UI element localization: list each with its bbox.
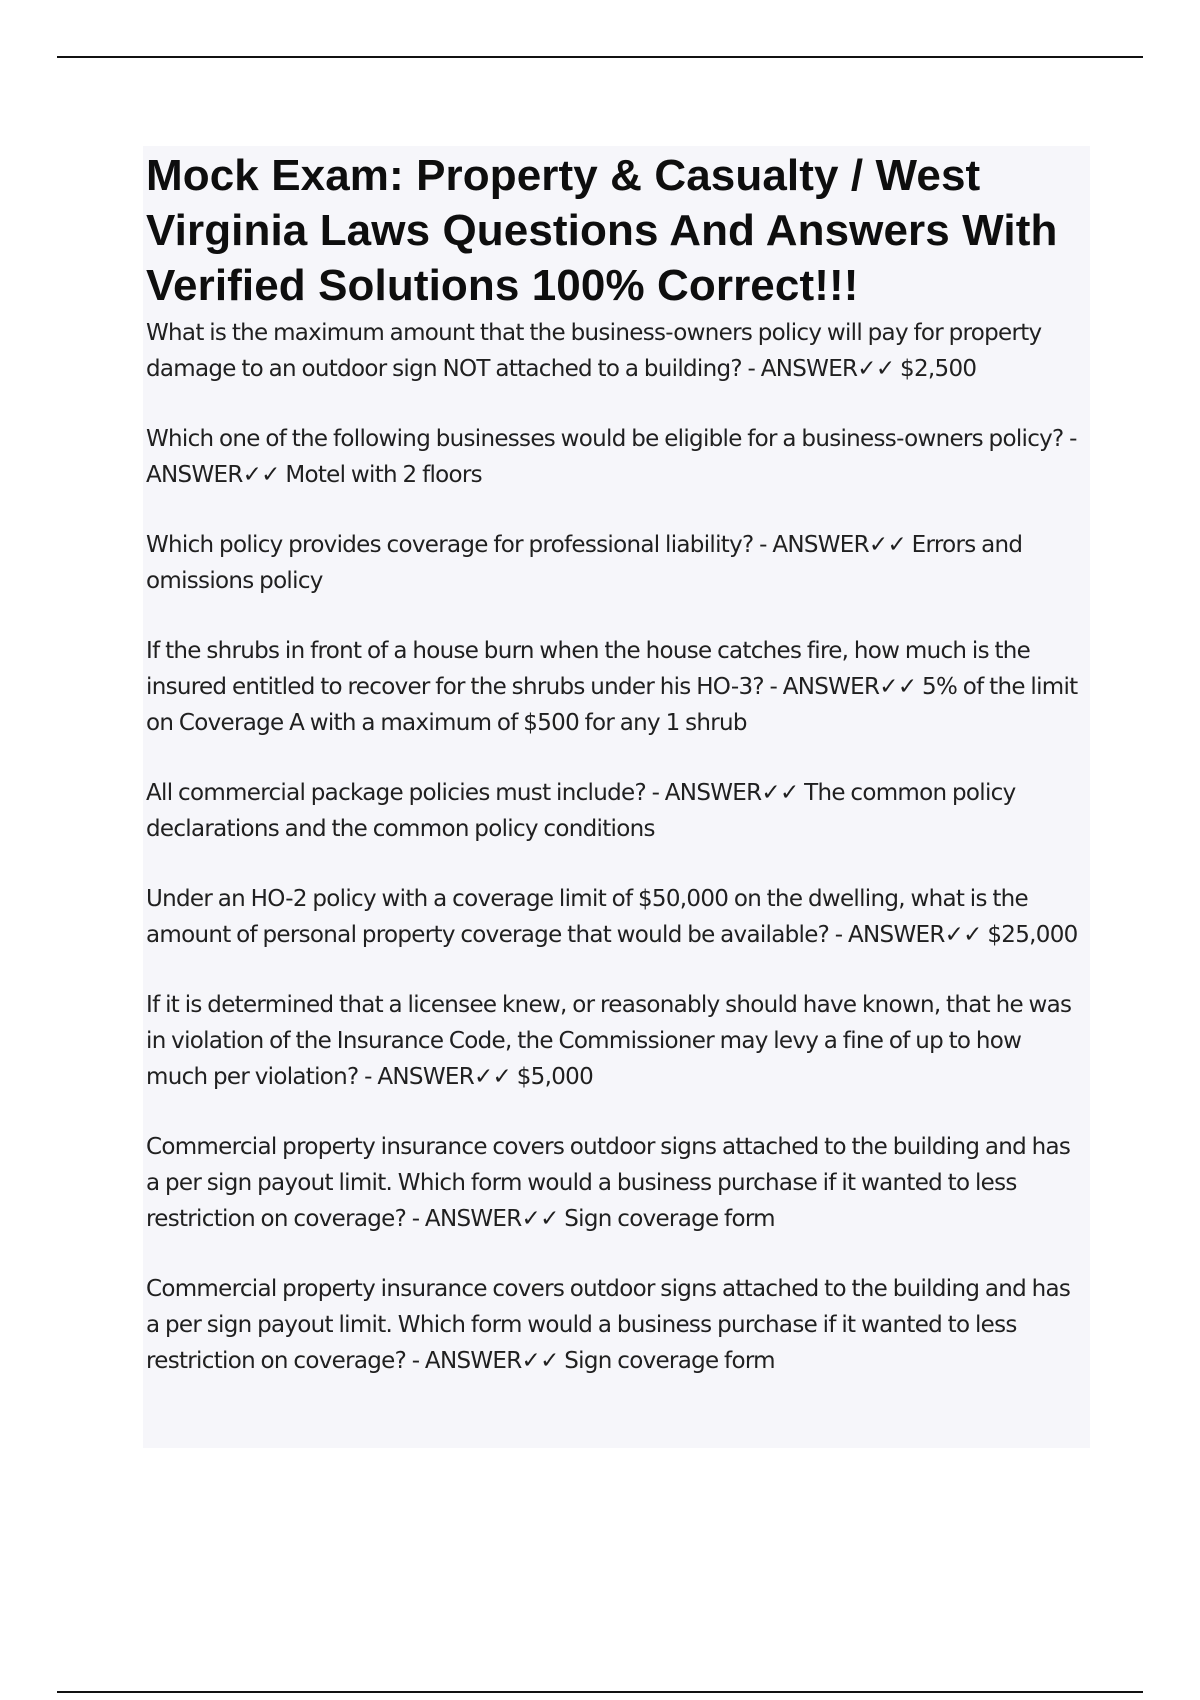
document-body xyxy=(143,146,1090,1448)
qa-item-8: Commercial property insurance covers outdoor signs attached to the building and has a per sign payout limit. Which form would a business purchase if it wanted to less restriction on coverage? - ANSWER✓✓ Sign coverage form xyxy=(146,1134,1071,1232)
qa-item-5: All commercial package policies must include? - ANSWER✓✓ The common policy declarations and the common policy conditions xyxy=(146,780,1016,842)
bottom-divider xyxy=(57,1691,1143,1693)
top-divider xyxy=(57,56,1143,58)
document-title: Mock Exam: Property & Casualty / West Virginia Laws Questions And Answers With Verified Solutions 100% Correct!!! xyxy=(146,151,1058,310)
qa-item-4: If the shrubs in front of a house burn when the house catches fire, how much is the insured entitled to recover for the shrubs under his HO-3? - ANSWER✓✓ 5% of the limit on Coverage A with a maximum of $500 for any 1 shrub xyxy=(146,638,1078,736)
qa-item-7: If it is determined that a licensee knew, or reasonably should have known, that he was in violation of the Insurance Code, the Commissioner may levy a fine of up to how much per violation? - ANSWER✓✓ $5,000 xyxy=(146,992,1072,1090)
qa-item-9: Commercial property insurance covers outdoor signs attached to the building and has a per sign payout limit. Which form would a business purchase if it wanted to less restriction on coverage? - ANSWER✓✓ Sign coverage form xyxy=(146,1276,1071,1374)
qa-item-1: What is the maximum amount that the business-owners policy will pay for property damage to an outdoor sign NOT attached to a building? - ANSWER✓✓ $2,500 xyxy=(146,320,1042,382)
qa-item-3: Which policy provides coverage for professional liability? - ANSWER✓✓ Errors and omissions policy xyxy=(146,532,1023,594)
qa-list xyxy=(146,315,1088,1379)
qa-item-2: Which one of the following businesses would be eligible for a business-owners policy? - ANSWER✓✓ Motel with 2 floors xyxy=(146,426,1077,488)
qa-item-6: Under an HO-2 policy with a coverage limit of $50,000 on the dwelling, what is the amount of personal property coverage that would be available? - ANSWER✓✓ $25,000 xyxy=(146,886,1078,948)
